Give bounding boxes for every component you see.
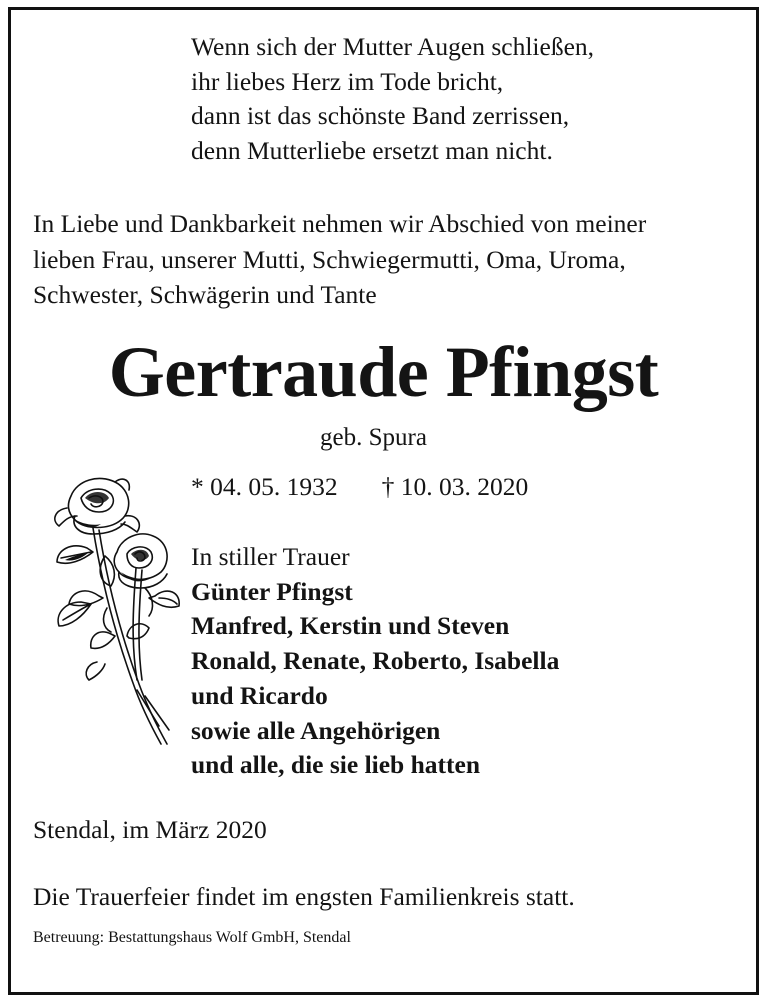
rose-illustration-icon bbox=[41, 468, 181, 750]
birth-date: * 04. 05. 1932 bbox=[191, 472, 338, 501]
poem-line: denn Mutterliebe ersetzt man nicht. bbox=[191, 135, 553, 165]
funeral-note: Die Trauerfeier findet im engsten Familienkreis statt. bbox=[33, 882, 575, 911]
obituary-notice bbox=[8, 7, 759, 995]
mourner-line: sowie alle Angehörigen bbox=[191, 715, 441, 745]
mourners-list bbox=[191, 540, 559, 783]
intro-line: lieben Frau, unserer Mutti, Schwiegermutti, Oma, Uroma, bbox=[33, 244, 626, 274]
life-dates bbox=[191, 472, 528, 502]
mourner-line: Ronald, Renate, Roberto, Isabella bbox=[191, 646, 560, 676]
undertaker-credit: Betreuung: Bestattungshaus Wolf GmbH, Stendal bbox=[33, 929, 351, 946]
death-date: † 10. 03. 2020 bbox=[381, 472, 529, 501]
deceased-name: Gertraude Pfingst bbox=[108, 332, 659, 412]
maiden-name: geb. Spura bbox=[320, 424, 427, 451]
intro-line: In Liebe und Dankbarkeit nehmen wir Abschied von meiner bbox=[33, 209, 647, 238]
mourner-line: Manfred, Kerstin und Steven bbox=[191, 611, 510, 641]
place-date: Stendal, im März 2020 bbox=[33, 815, 267, 844]
poem-line: Wenn sich der Mutter Augen schließen, bbox=[191, 32, 595, 61]
mourner-line: Günter Pfingst bbox=[191, 576, 353, 606]
farewell-intro bbox=[33, 206, 753, 313]
mourner-line: und alle, die sie lieb hatten bbox=[191, 750, 481, 780]
memorial-poem bbox=[191, 30, 594, 168]
intro-line: Schwester, Schwägerin und Tante bbox=[33, 280, 377, 309]
poem-line: dann ist das schönste Band zerrissen, bbox=[191, 101, 570, 130]
poem-line: ihr liebes Herz im Tode bricht, bbox=[191, 66, 504, 96]
mourning-label: In stiller Trauer bbox=[191, 542, 350, 571]
mourner-line: und Ricardo bbox=[191, 680, 328, 710]
